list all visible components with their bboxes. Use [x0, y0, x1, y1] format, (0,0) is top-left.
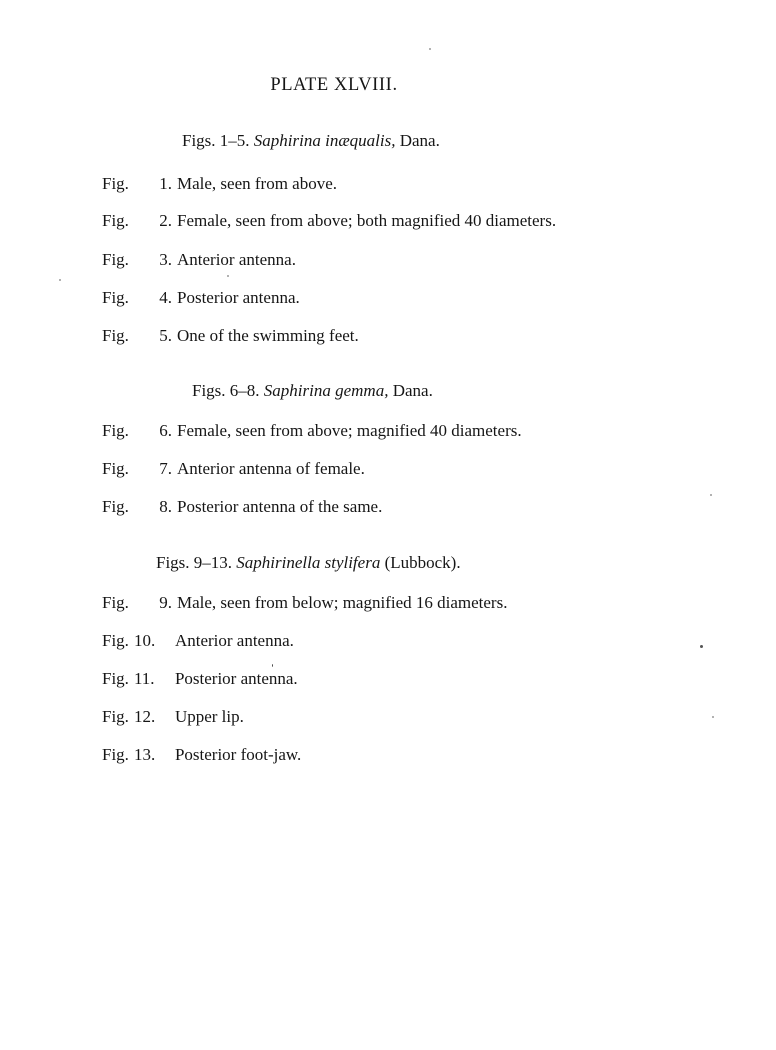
species-authority: (Lubbock).: [384, 553, 461, 572]
fig-number: 5.: [159, 326, 172, 345]
fig-label: Fig.: [102, 631, 129, 650]
species-name: Saphirinella stylifera: [236, 553, 381, 572]
plate-title: PLATE XLVIII.: [270, 75, 398, 95]
fig-number: 2.: [159, 211, 172, 230]
fig-label: Fig.: [102, 288, 129, 307]
fig-description: One of the swimming feet.: [177, 326, 359, 345]
fig-label: Fig.: [102, 593, 129, 612]
fig-label: Fig.: [102, 421, 129, 440]
fig-label: Fig.: [102, 174, 129, 193]
group-heading-1: [182, 131, 440, 151]
figure-entry-3: [102, 249, 296, 271]
figure-entry-5: [102, 325, 359, 347]
fig-label: Fig.: [102, 497, 129, 516]
fig-number: 10.: [133, 631, 156, 650]
fig-number: 3.: [159, 250, 172, 269]
figure-entry-8: [102, 496, 382, 518]
figure-entry-11: [102, 668, 298, 690]
fig-description: Male, seen from above.: [177, 174, 338, 193]
fig-number: 4.: [159, 288, 172, 307]
fig-number: 13.: [133, 745, 156, 764]
fig-number: 6.: [159, 421, 172, 440]
scan-speck: [700, 645, 703, 648]
group-heading-2: [192, 381, 433, 401]
figure-entry-1: [102, 173, 337, 195]
fig-label: Fig.: [102, 459, 129, 478]
fig-number: 11.: [133, 669, 155, 688]
scan-speck: [59, 279, 61, 281]
fig-description: Upper lip.: [174, 707, 244, 726]
species-authority: Dana.: [399, 131, 440, 150]
figure-entry-13: [102, 744, 301, 766]
group-heading-3: [156, 553, 461, 573]
figure-entry-4: [102, 287, 300, 309]
fig-label: Fig.: [102, 707, 129, 726]
figure-entry-10: [102, 630, 294, 652]
figure-entry-2: [102, 210, 556, 232]
group-prefix: Figs. 6–8.: [192, 381, 260, 400]
scan-speck: [227, 275, 229, 277]
fig-description: Posterior antenna.: [174, 669, 298, 688]
fig-description: Anterior antenna.: [177, 250, 296, 269]
figure-entry-7: [102, 458, 365, 480]
scan-speck: [710, 494, 712, 496]
fig-description: Posterior antenna of the same.: [177, 497, 383, 516]
fig-number: 7.: [159, 459, 172, 478]
species-name: Saphirina inæqualis,: [253, 131, 396, 150]
fig-label: Fig.: [102, 669, 129, 688]
fig-label: Fig.: [102, 326, 129, 345]
species-name: Saphirina gemma,: [263, 381, 389, 400]
scan-speck: [712, 716, 714, 718]
scan-speck: [272, 664, 273, 667]
figure-entry-9: [102, 592, 507, 614]
fig-description: Posterior foot-jaw.: [174, 745, 302, 764]
species-authority: Dana.: [392, 381, 433, 400]
fig-number: 12.: [133, 707, 156, 726]
fig-label: Fig.: [102, 745, 129, 764]
fig-description: Female, seen from above; both magnified 40 diameters.: [177, 211, 557, 230]
fig-label: Fig.: [102, 211, 129, 230]
fig-number: 1.: [159, 174, 172, 193]
figure-entry-12: [102, 706, 244, 728]
fig-description: Male, seen from below; magnified 16 diameters.: [177, 593, 508, 612]
fig-number: 9.: [159, 593, 172, 612]
fig-label: Fig.: [102, 250, 129, 269]
figure-entry-6: [102, 420, 522, 442]
fig-description: Anterior antenna of female.: [177, 459, 365, 478]
fig-description: Posterior antenna.: [177, 288, 300, 307]
group-prefix: Figs. 1–5.: [182, 131, 250, 150]
scan-speck: [429, 48, 431, 50]
group-prefix: Figs. 9–13.: [156, 553, 233, 572]
fig-description: Female, seen from above; magnified 40 diameters.: [177, 421, 522, 440]
fig-number: 8.: [159, 497, 172, 516]
fig-description: Anterior antenna.: [174, 631, 294, 650]
